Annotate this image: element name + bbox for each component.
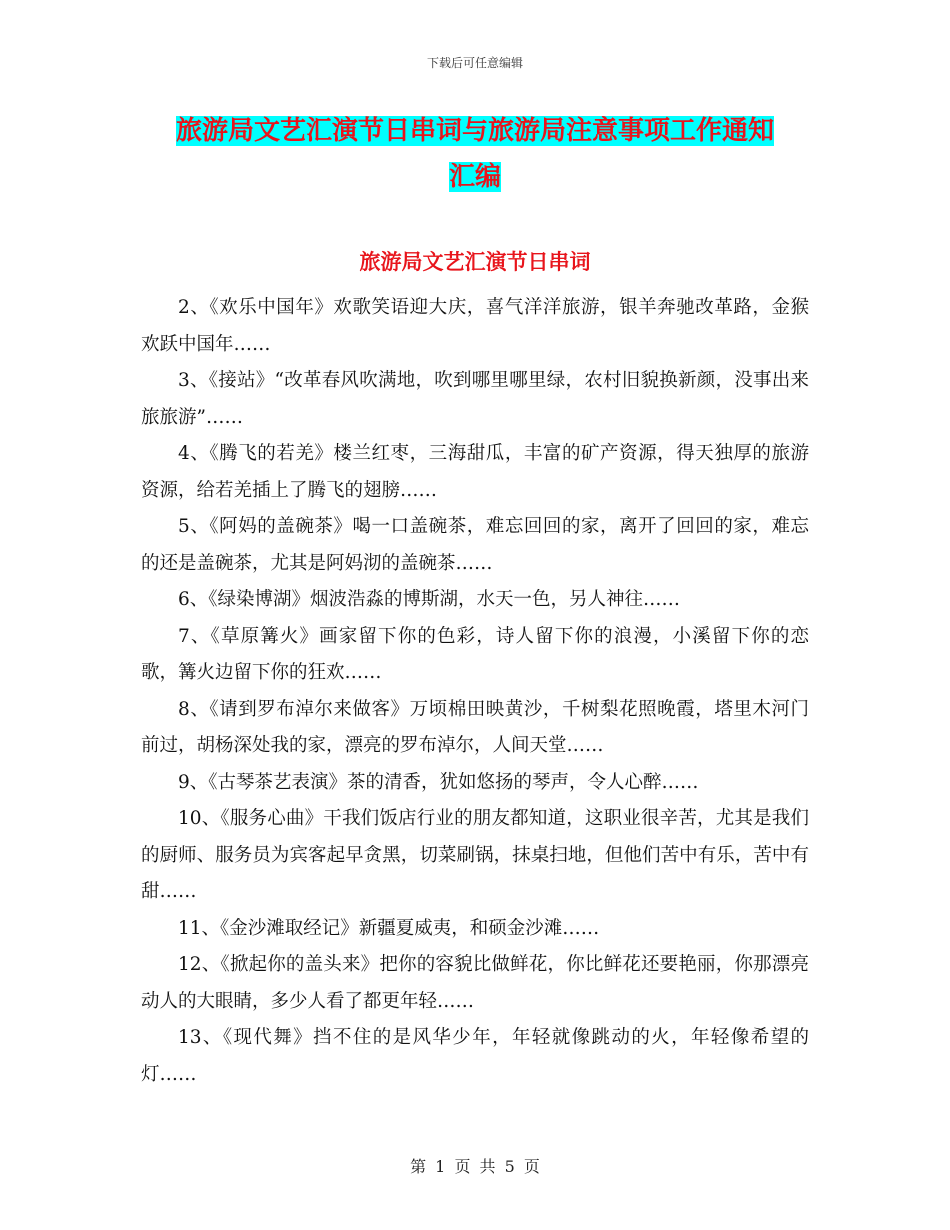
paragraph: 4、《腾飞的若羌》楼兰红枣，三海甜瓜，丰富的矿产资源，得天独厚的旅游资源，给若羌插上了腾飞的翅膀…… xyxy=(141,443,809,501)
paragraph: 11、《金沙滩取经记》新疆夏威夷，和硕金沙滩…… xyxy=(178,917,600,939)
section-title: 旅游局文艺汇演节日串词 xyxy=(359,249,591,274)
paragraph: 2、《欢乐中国年》欢歌笑语迎大庆，喜气洋洋旅游，银羊奔驰改革路，金猴欢跃中国年…… xyxy=(141,297,809,355)
paragraph: 13、《现代舞》挡不住的是风华少年，年轻就像跳动的火，年轻像希望的灯…… xyxy=(141,1027,809,1085)
header-note: 下载后可任意编辑 xyxy=(426,56,523,70)
paragraph: 12、《掀起你的盖头来》把你的容貌比做鲜花，你比鲜花还要艳丽，你那漂亮动人的大眼睛，多少人看了都更年轻…… xyxy=(141,954,809,1012)
document-title-line2: 汇编 xyxy=(448,162,501,192)
paragraph: 8、《请到罗布淖尔来做客》万顷棉田映黄沙，千树梨花照晚霞，塔里木河门前过，胡杨深处我的家，漂亮的罗布淖尔，人间天堂…… xyxy=(141,698,809,756)
paragraph: 7、《草原篝火》画家留下你的色彩，诗人留下你的浪漫，小溪留下你的恋歌，篝火边留下你的狂欢…… xyxy=(141,625,809,683)
body-text xyxy=(141,290,809,1093)
paragraph: 5、《阿妈的盖碗茶》喝一口盖碗茶，难忘回回的家，离开了回回的家，难忘的还是盖碗茶，尤其是阿妈沏的盖碗茶…… xyxy=(141,516,809,574)
paragraph: 6、《绿染博湖》烟波浩淼的博斯湖，水天一色，另人神往…… xyxy=(178,589,681,610)
document-title-line1: 旅游局文艺汇演节日串词与旅游局注意事项工作通知 xyxy=(175,116,774,146)
document-title xyxy=(140,108,810,200)
page-footer: 第 1 页 共 5 页 xyxy=(410,1157,540,1176)
paragraph: 10、《服务心曲》干我们饭店行业的朋友都知道，这职业很辛苦，尤其是我们的厨师、服务员为宾客起早贪黑，切菜刷锅，抹桌扫地，但他们苦中有乐，苦中有甜…… xyxy=(141,808,809,902)
paragraph: 9、《古琴茶艺表演》茶的清香，犹如悠扬的琴声，令人心醉…… xyxy=(178,771,699,793)
paragraph: 3、《接站》“改革春风吹满地，吹到哪里哪里绿，农村旧貌换新颜，没事出来旅旅游”…… xyxy=(141,370,809,428)
